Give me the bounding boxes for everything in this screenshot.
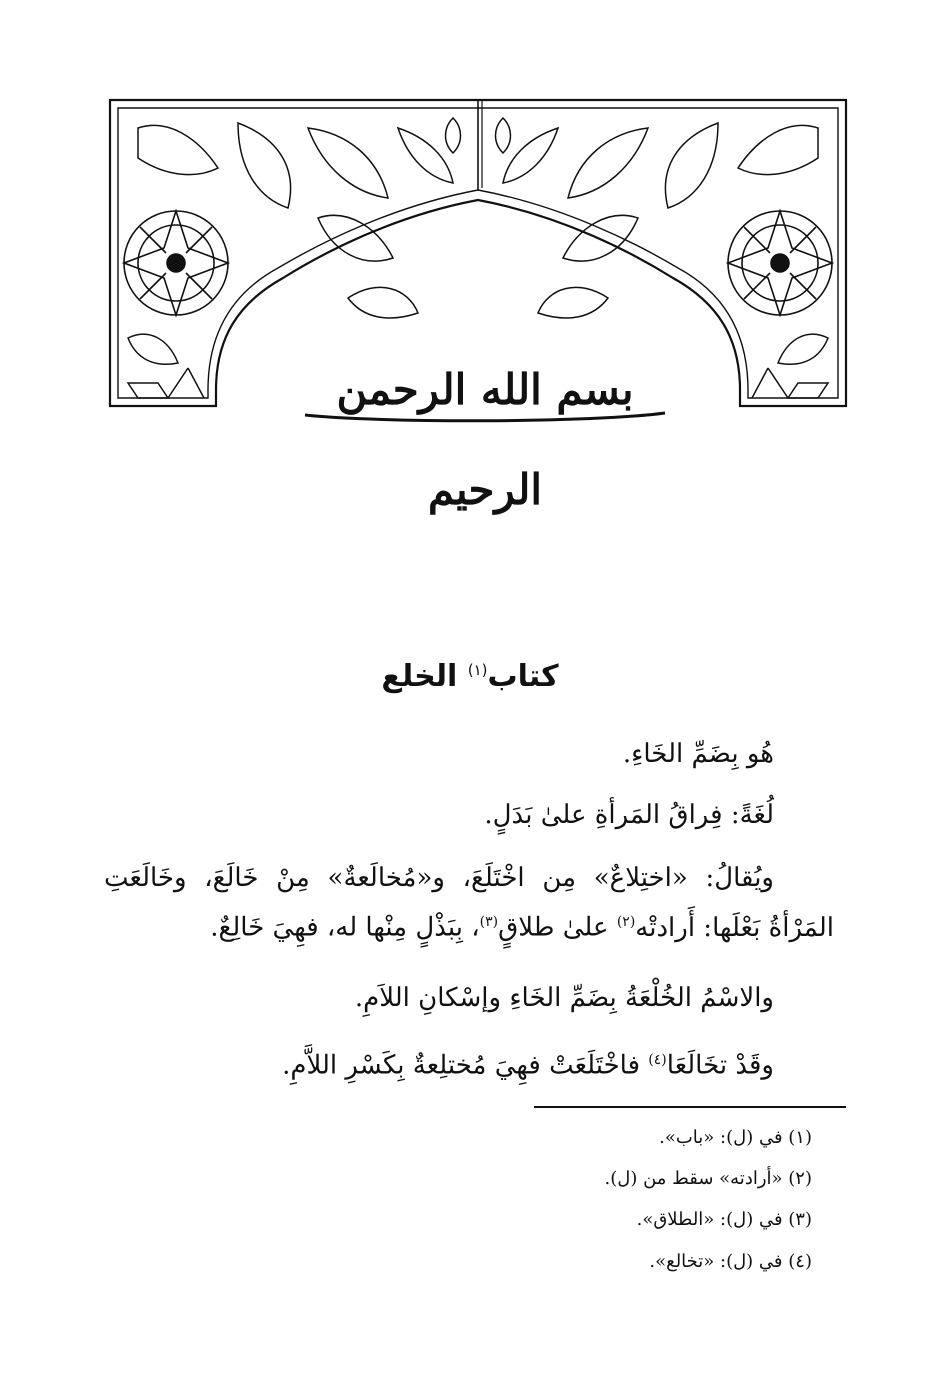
basmala-calligraphy: بسم الله الرحمن الرحيم	[336, 365, 634, 514]
footnote-ref-1: (١)	[467, 661, 488, 679]
chapter-title-rest: الخلع	[381, 659, 468, 694]
footnote-3: (٣) في (ل): «الطلاق».	[636, 1209, 812, 1230]
footnote-4: (٤) في (ل): «تخالع».	[649, 1251, 812, 1272]
footnote-2: (٢) «أرادته» سقط من (ل).	[604, 1168, 812, 1189]
right-rosette	[728, 211, 832, 315]
chapter-title	[200, 645, 740, 695]
left-rosette	[124, 211, 228, 315]
paragraph-5-text-a: وقَدْ تخَالَعَا	[666, 1050, 774, 1081]
paragraph-3-text-c: ، بِبَذْلٍ مِنْها له، فهِيَ خَالِعٌ.	[210, 912, 480, 943]
paragraph-4: والاسْمُ الخُلْعَةُ بِضَمِّ الخَاءِ وإسْكانِ اللاَمِ.	[354, 983, 774, 1013]
paragraph-5	[104, 1038, 834, 1088]
paragraph-3	[104, 856, 834, 950]
footnote-ref-2: (٢)	[616, 914, 636, 930]
footnote-ref-4: (٤)	[648, 1052, 667, 1068]
paragraph-2: لُغَةً: فِراقُ المَرأةِ علىٰ بَدَلٍ.	[484, 800, 774, 830]
paragraph-1: هُو بِضَمِّ الخَاءِ.	[622, 739, 774, 769]
paragraph-3-text-b: علىٰ طلاقٍ	[498, 912, 617, 943]
calligraphy-baseline	[300, 405, 670, 425]
footnote-1: (١) في (ل): «باب».	[659, 1127, 812, 1148]
paragraph-3-text-a: ويُقالُ: «اختِلاعٌ» مِن اخْتَلَعَ، و«مُخالَعةٌ» مِنْ خَالَعَ، وخَالَعَتِ المَرْأةُ بَعْلَها: أَرادتْه	[104, 863, 834, 943]
paragraph-5-text-b: فاخْتَلَعَتْ فهِيَ مُختلِعةٌ بِكَسْرِ اللاَّمِ.	[282, 1050, 649, 1081]
footnote-separator	[534, 1106, 846, 1108]
chapter-title-main: كتاب	[487, 659, 559, 694]
footnote-ref-3: (٣)	[479, 914, 499, 930]
